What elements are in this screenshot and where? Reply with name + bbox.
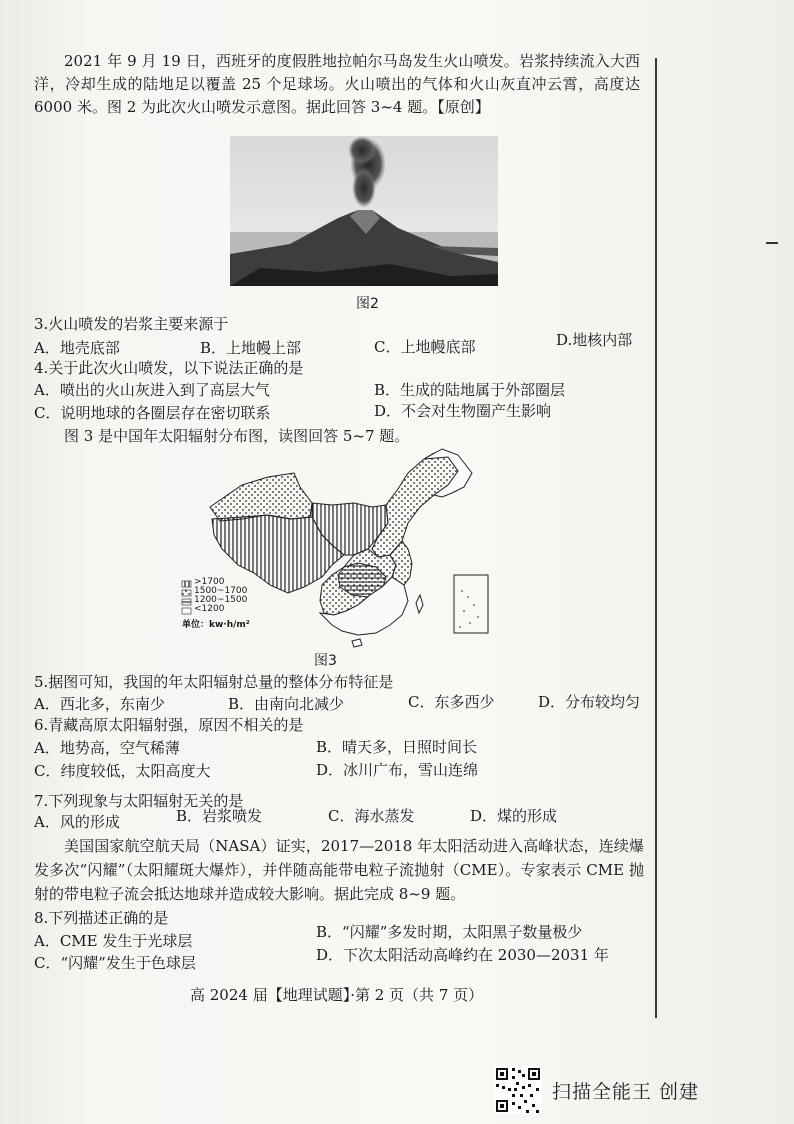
q6-stem: 6.青藏高原太阳辐射强，原因不相关的是 [34, 716, 304, 734]
fig2-caption: 图2 [356, 296, 379, 312]
china-solar-radiation-map [172, 445, 490, 650]
region-northwest-dots [210, 473, 312, 521]
fig3-intro: 图 3 是中国年太阳辐射分布图，读图回答 5~7 题。 [64, 427, 410, 445]
fig3-caption: 图3 [314, 653, 337, 669]
qr-code-icon [494, 1066, 542, 1114]
q8-stem: 8.下列描述正确的是 [34, 909, 169, 927]
q5-option-c: C．东多西少 [408, 693, 495, 711]
q7-option-b: B．岩浆喷发 [176, 807, 263, 825]
q6-option-d: D．冰川广布，雪山连绵 [316, 761, 479, 779]
q6-option-a: A．地势高，空气稀薄 [34, 739, 180, 757]
q3-option-c: C．上地幔底部 [374, 338, 476, 356]
q4-stem: 4.关于此次火山喷发，以下说法正确的是 [34, 359, 304, 377]
q7-option-a: A．风的形成 [34, 813, 120, 831]
page-footer: 高 2024 届【地理试题】·第 2 页（共 7 页） [190, 986, 484, 1004]
q4-option-c: C．说明地球的各圈层存在密切联系 [34, 404, 271, 422]
volcano-photo [230, 136, 498, 286]
q3-option-b: B．上地幔上部 [200, 339, 302, 357]
q5-option-d: D．分布较均匀 [538, 693, 641, 711]
q4-option-a: A．喷出的火山灰进入到了高层大气 [34, 381, 270, 399]
taiwan-island [416, 595, 423, 613]
q8-option-c: C．“闪耀”发生于色球层 [34, 954, 196, 972]
q6-option-b: B．晴天多，日照时间长 [316, 738, 478, 756]
legend-item-3: 1200~1500 [194, 595, 248, 605]
legend-item-1: >1700 [194, 577, 225, 587]
q6-option-c: C．纬度较低，太阳高度大 [34, 762, 211, 780]
south-sea-inset [454, 575, 488, 633]
map-legend [194, 578, 247, 614]
q7-stem: 7.下列现象与太阳辐射无关的是 [34, 792, 244, 810]
legend-unit: 单位：kw·h/m² [182, 620, 250, 630]
q8-option-a: A．CME 发生于光球层 [34, 932, 193, 950]
legend-item-2: 1500~1700 [194, 586, 248, 596]
passage-volcano: 2021 年 9 月 19 日，西班牙的度假胜地拉帕尔马岛发生火山喷发。岩浆持续流入大西洋，冷却生成的陆地足以覆盖 25 个足球场。火山喷出的气体和火山灰直冲云霄，高度达 6000 米。图 2 为此次火山喷发示意图。据此回答 3~4 题。【原创】 [34, 52, 640, 116]
q7-option-d: D．煤的形成 [470, 807, 558, 825]
q4-option-b: B．生成的陆地属于外部圈层 [374, 381, 566, 399]
q3-stem: 3.火山喷发的岩浆主要来源于 [34, 315, 229, 333]
q3-option-a: A．地壳底部 [34, 339, 120, 357]
q7-option-c: C．海水蒸发 [328, 807, 415, 825]
q4-option-d: D．不会对生物圈产生影响 [374, 402, 552, 420]
q3-option-d: D.地核内部 [556, 331, 633, 349]
scanner-label: 扫描全能王 创建 [552, 1080, 700, 1103]
hainan-island [352, 639, 362, 647]
passage-solar-activity: 美国国家航空航天局（NASA）证实，2017—2018 年太阳活动进入高峰状态，连续爆发多次“闪耀”（太阳耀斑大爆炸），并伴随高能带电粒子流抛射（CME）。专家表示 CME 抛射的带电粒子流会抵达地球并造成较大影响。据此完成 8~9 题。 [34, 837, 644, 903]
margin-rule [655, 58, 657, 1018]
q8-option-b: B．“闪耀”多发时期，太阳黑子数量极少 [316, 923, 583, 941]
q5-option-a: A．西北多，东南少 [34, 695, 165, 713]
edge-mark [766, 242, 778, 244]
scanner-watermark [494, 1066, 699, 1114]
q8-option-d: D．下次太阳活动高峰约在 2030—2031 年 [316, 946, 609, 964]
legend-item-4: <1200 [194, 604, 225, 614]
q5-option-b: B．由南向北减少 [228, 695, 345, 713]
q5-stem: 5.据图可知，我国的年太阳辐射总量的整体分布特征是 [34, 673, 394, 691]
